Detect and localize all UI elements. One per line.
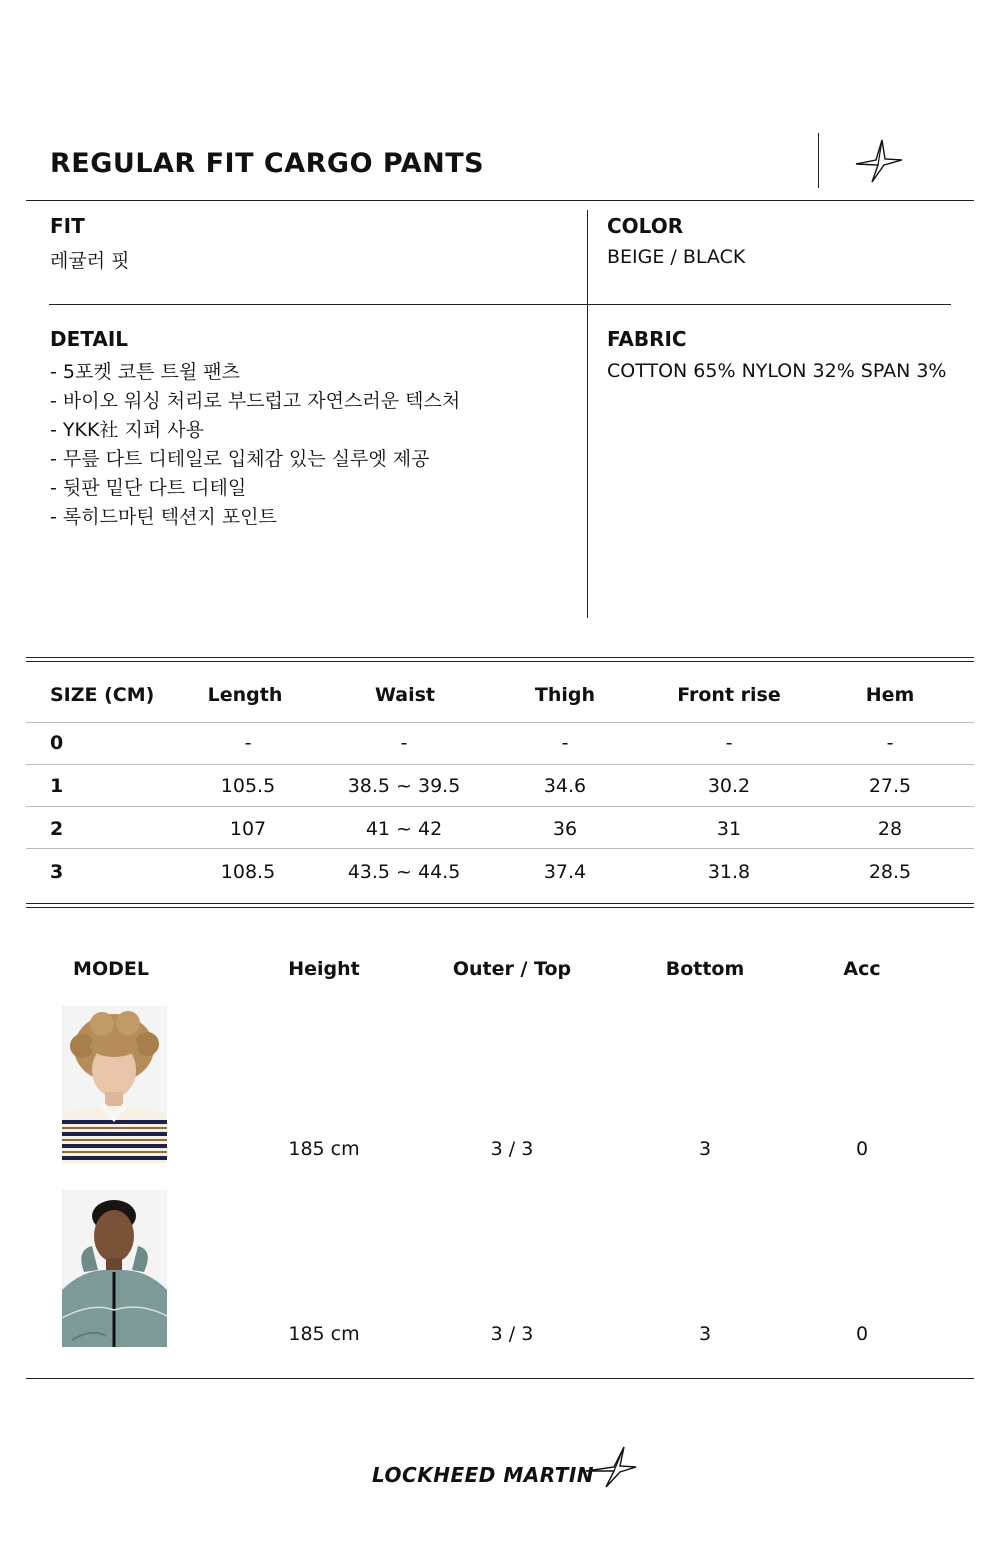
page-title: REGULAR FIT CARGO PANTS bbox=[50, 148, 485, 179]
front-rise-cell: 31.8 bbox=[707, 861, 751, 883]
hem-cell: 27.5 bbox=[868, 775, 912, 797]
model-bottom-cell: 3 bbox=[698, 1323, 712, 1345]
size-header-cell: Length bbox=[207, 684, 283, 706]
model-acc-cell: 0 bbox=[855, 1138, 869, 1160]
detail-item: - 무릎 다트 디테일로 입체감 있는 실루엣 제공 bbox=[50, 448, 430, 470]
table-row bbox=[26, 851, 974, 894]
front-rise-cell: 30.2 bbox=[707, 775, 751, 797]
brand-name: LOCKHEED MARTIN bbox=[372, 1463, 595, 1487]
size-table-bottom-rule bbox=[26, 903, 974, 904]
size-table-rule bbox=[26, 806, 974, 807]
model-outer-top-cell: 3 / 3 bbox=[490, 1323, 534, 1345]
model-acc-cell: 0 bbox=[855, 1323, 869, 1345]
waist-cell: 38.5 ~ 39.5 bbox=[347, 775, 461, 797]
size-table-header bbox=[26, 674, 974, 717]
fabric-value: COTTON 65% NYLON 32% SPAN 3% bbox=[607, 360, 947, 382]
size-header-cell: SIZE (CM) bbox=[50, 684, 155, 706]
model-2-photo bbox=[62, 1190, 167, 1347]
model-outer-top-cell: 3 / 3 bbox=[490, 1138, 534, 1160]
size-table-bottom-rule bbox=[26, 907, 974, 908]
lockheed-star-icon bbox=[584, 1445, 638, 1489]
model-1-photo bbox=[62, 1006, 167, 1163]
hem-cell: 28 bbox=[877, 818, 903, 840]
thigh-cell: 37.4 bbox=[543, 861, 587, 883]
thigh-cell: 34.6 bbox=[543, 775, 587, 797]
detail-label: DETAIL bbox=[50, 327, 129, 351]
detail-list bbox=[50, 358, 460, 532]
length-cell: - bbox=[244, 732, 252, 754]
front-rise-cell: 31 bbox=[716, 818, 742, 840]
size-cell: 3 bbox=[50, 861, 64, 883]
detail-item: - 뒷판 밑단 다트 디테일 bbox=[50, 477, 247, 499]
size-cell: 2 bbox=[50, 818, 64, 840]
fit-label: FIT bbox=[50, 214, 85, 238]
waist-cell: 43.5 ~ 44.5 bbox=[347, 861, 461, 883]
table-row bbox=[26, 808, 974, 851]
detail-item: - 록히드마틴 텍션지 포인트 bbox=[50, 506, 277, 528]
color-label: COLOR bbox=[607, 214, 684, 238]
size-header-cell: Thigh bbox=[534, 684, 596, 706]
hem-cell: 28.5 bbox=[868, 861, 912, 883]
size-header-cell: Front rise bbox=[677, 684, 781, 706]
model-height-cell: 185 cm bbox=[288, 1138, 360, 1160]
detail-item: - 바이오 워싱 처리로 부드럽고 자연스러운 텍스처 bbox=[50, 390, 461, 412]
table-row bbox=[26, 765, 974, 808]
fabric-label: FABRIC bbox=[607, 327, 687, 351]
lockheed-star-icon bbox=[852, 138, 906, 184]
size-header-cell: Waist bbox=[374, 684, 436, 706]
model-header-cell: Outer / Top bbox=[452, 958, 572, 980]
info-column-divider bbox=[587, 210, 588, 618]
fit-value: 레귤러 핏 bbox=[50, 250, 130, 272]
length-cell: 108.5 bbox=[220, 861, 276, 883]
size-table-top-rule bbox=[26, 657, 974, 658]
model-table-bottom-rule bbox=[26, 1378, 974, 1379]
model-header-cell: Bottom bbox=[665, 958, 745, 980]
front-rise-cell: - bbox=[725, 732, 733, 754]
size-header-cell: Hem bbox=[865, 684, 915, 706]
model-header-cell: MODEL bbox=[73, 958, 149, 980]
hem-cell: - bbox=[886, 732, 894, 754]
size-table-rule bbox=[26, 848, 974, 849]
header-rule bbox=[26, 200, 974, 201]
brand-logo bbox=[372, 1445, 637, 1493]
thigh-cell: - bbox=[561, 732, 569, 754]
model-height-cell: 185 cm bbox=[288, 1323, 360, 1345]
color-value: BEIGE / BLACK bbox=[607, 246, 746, 268]
waist-cell: 41 ~ 42 bbox=[365, 818, 443, 840]
size-table-top-rule bbox=[26, 661, 974, 662]
waist-cell: - bbox=[400, 732, 408, 754]
model-header-cell: Height bbox=[288, 958, 360, 980]
detail-item: - YKK社 지퍼 사용 bbox=[50, 419, 204, 441]
model-header-cell: Acc bbox=[843, 958, 881, 980]
size-cell: 1 bbox=[50, 775, 64, 797]
header-divider bbox=[818, 133, 819, 188]
table-row bbox=[26, 722, 974, 765]
thigh-cell: 36 bbox=[552, 818, 578, 840]
size-cell: 0 bbox=[50, 732, 64, 754]
model-bottom-cell: 3 bbox=[698, 1138, 712, 1160]
info-rule bbox=[49, 304, 951, 305]
length-cell: 105.5 bbox=[220, 775, 276, 797]
detail-item: - 5포켓 코튼 트윌 팬츠 bbox=[50, 361, 240, 383]
length-cell: 107 bbox=[229, 818, 267, 840]
